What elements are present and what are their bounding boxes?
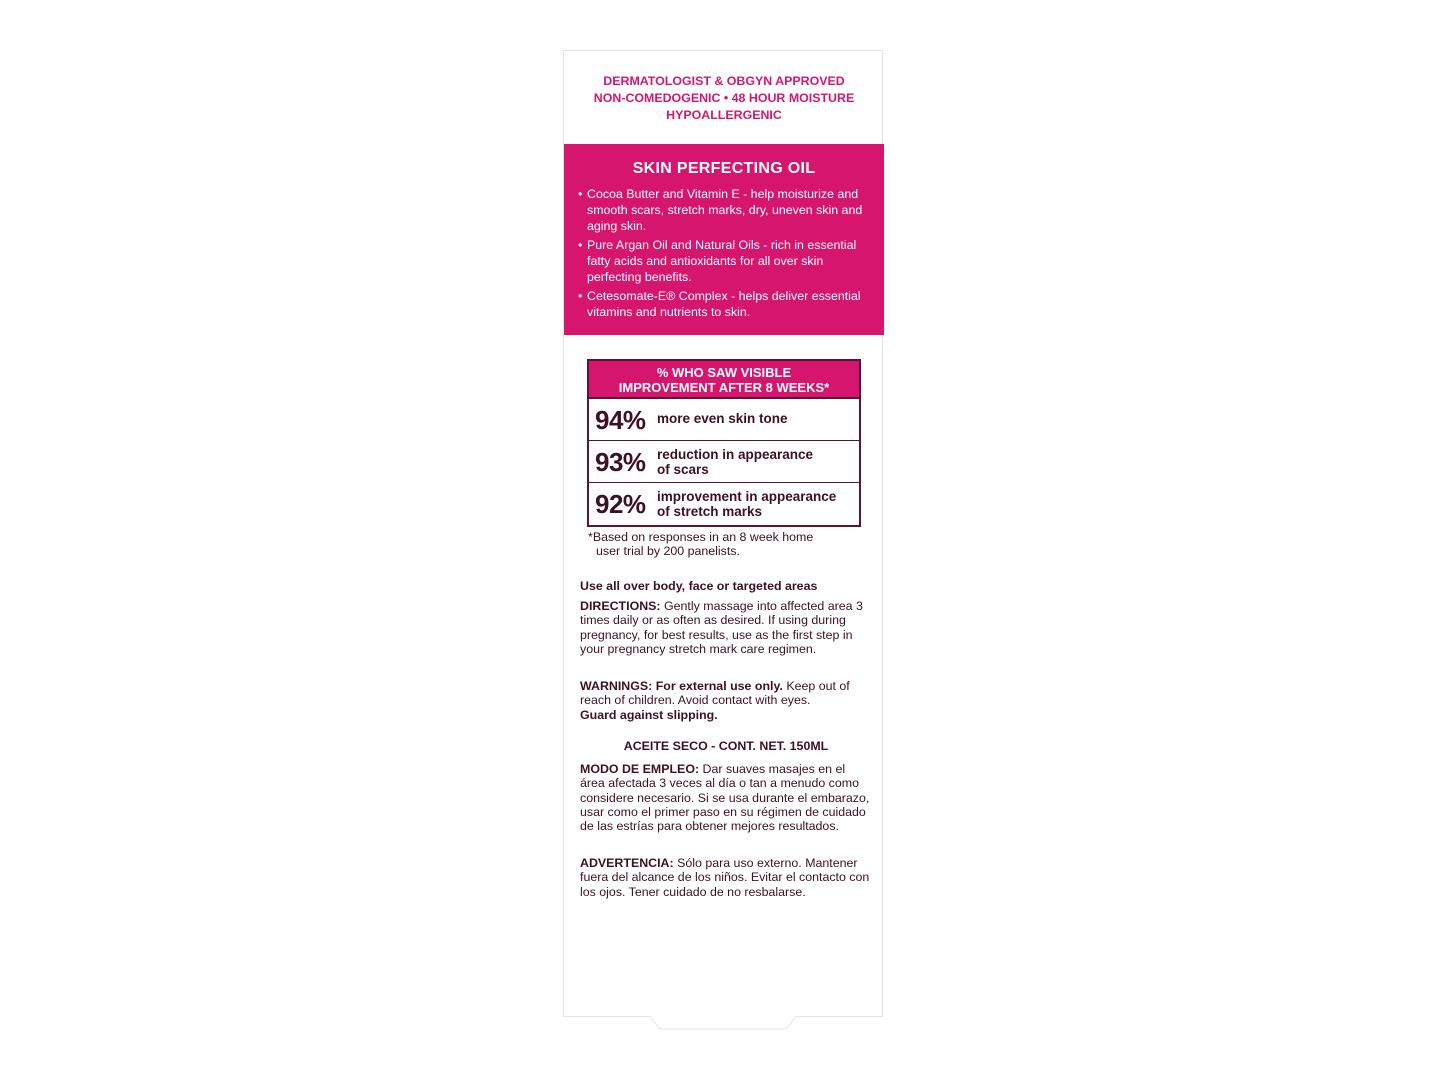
bullet-icon: • [578, 289, 583, 303]
result-description [657, 489, 857, 519]
result-percent: 94% [595, 405, 646, 435]
product-benefits-section [564, 144, 884, 335]
warnings-paragraph [580, 679, 872, 722]
benefit-item [578, 288, 873, 320]
claim-approved: DERMATOLOGIST & OBGYN APPROVED [603, 74, 845, 88]
warnings-text: Keep out of reach of children. Avoid contact with eyes. [580, 679, 850, 708]
advertencia-label: ADVERTENCIA: [580, 856, 674, 870]
footnote-line2: user trial by 200 panelists. [596, 544, 740, 558]
spanish-title: ACEITE SECO - CONT. NET. 150ML [623, 739, 829, 753]
results-header [589, 361, 859, 399]
claim-hypoallergenic: HYPOALLERGENIC [666, 108, 782, 122]
directions-paragraph [580, 599, 872, 656]
result-description [657, 447, 857, 477]
results-footnote [588, 530, 848, 558]
result-description-line1: improvement in appearance [657, 489, 837, 504]
modo-paragraph [580, 762, 872, 833]
result-description-line2: of stretch marks [657, 504, 763, 519]
bullet-icon: • [578, 238, 583, 252]
usage-headline: Use all over body, face or targeted areas [580, 579, 818, 593]
benefit-text: Cetesomate-E® Complex - helps deliver essential vitamins and nutrients to skin. [587, 289, 861, 319]
modo-label: MODO DE EMPLEO: [580, 762, 700, 776]
directions-text: Gently massage into affected area 3 times daily or as often as desired. If using during pregnancy, for best results, use as the first step in your pregnancy stretch mark care regimen. [580, 599, 863, 656]
directions-label: DIRECTIONS: [580, 599, 661, 613]
claim-non-comedogenic: NON-COMEDOGENIC • 48 HOUR MOISTURE [593, 91, 855, 105]
result-description [657, 411, 857, 426]
result-description-line2: of scars [657, 462, 709, 477]
result-row [589, 483, 859, 525]
claims-block [564, 73, 884, 124]
benefit-item [578, 237, 873, 285]
results-header-line2: IMPROVEMENT AFTER 8 WEEKS* [618, 380, 830, 395]
results-table [587, 359, 861, 527]
result-description-line1: reduction in appearance [657, 447, 814, 462]
benefit-text: Pure Argan Oil and Natural Oils - rich in essential fatty acids and antioxidants for all over skin perfecting benefits. [587, 238, 857, 284]
benefit-text: Cocoa Butter and Vitamin E - help moisturize and smooth scars, stretch marks, dry, uneven skin and aging skin. [587, 187, 863, 233]
result-description-line1: more even skin tone [657, 411, 788, 426]
product-label-panel [563, 50, 883, 1017]
result-row [589, 399, 859, 441]
advertencia-text: Sólo para uso externo. Mantener fuera del alcance de los niños. Evitar el contacto con los ojos. Tener cuidado de no resbalarse. [580, 856, 870, 899]
result-row [589, 441, 859, 483]
warnings-end: Guard against slipping. [580, 707, 718, 722]
result-percent: 92% [595, 489, 646, 519]
product-title: SKIN PERFECTING OIL [632, 160, 816, 177]
warnings-label: WARNINGS: For external use only. [580, 679, 783, 693]
footnote-line1: *Based on responses in an 8 week home [588, 530, 814, 544]
advertencia-paragraph [580, 856, 872, 899]
results-header-line1: % WHO SAW VISIBLE [656, 365, 792, 380]
benefits-list [578, 186, 873, 323]
benefit-item [578, 186, 873, 234]
modo-text: Dar suaves masajes en el área afectada 3 veces al día o tan a menudo como considere necesario. Si se usa durante el embarazo, usar como el primer paso en su régimen de cuidado de las estrías para obtener mejores resultados. [580, 762, 870, 834]
box-tab-notch [650, 1016, 796, 1030]
bullet-icon: • [578, 187, 583, 201]
result-percent: 93% [595, 447, 646, 477]
